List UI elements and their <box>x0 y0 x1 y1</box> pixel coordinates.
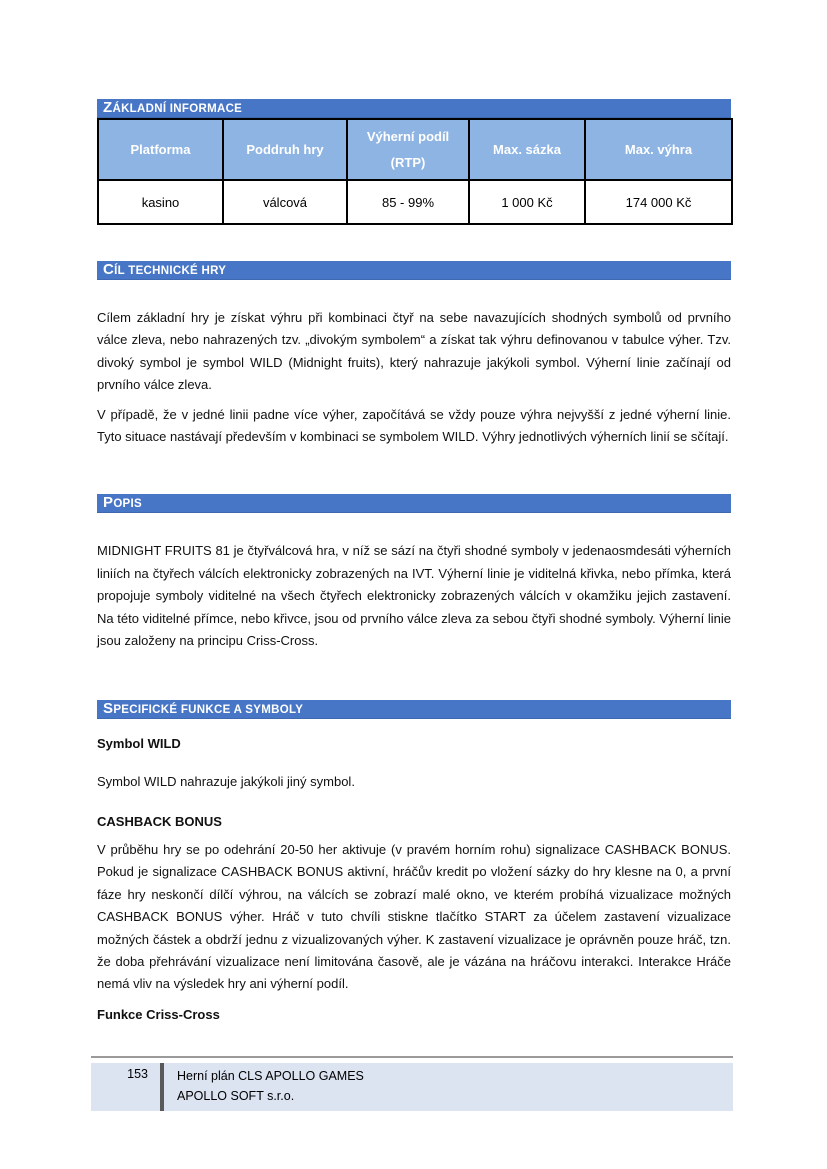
table-data-row <box>98 180 732 224</box>
section-header-basic-info: ZÁKLADNÍ INFORMACE <box>97 99 731 118</box>
table-header-platforma: Platforma <box>98 119 223 180</box>
footer-rule <box>91 1056 733 1058</box>
table-header-max-sazka: Max. sázka <box>469 119 585 180</box>
footer-body <box>91 1063 733 1111</box>
footer-company: APOLLO SOFT s.r.o. <box>177 1089 295 1103</box>
wild-symbol-heading: Symbol WILD <box>97 736 181 752</box>
cashback-bonus-paragraph: V průběhu hry se po odehrání 20-50 her aktivuje (v pravém horním rohu) signalizace CASHBACK BONUS. Pokud je signalizace CASHBACK BONUS aktivní, hráčův kredit po vložení sázky do hry klesne na 0, a první fáze hry neskončí dílčí výhrou, na válcích se zobrazí malé okno, ve kterém probíhá vizualizace možných CASHBACK BONUS výher. Hráč v tuto chvíli stiskne tlačítko START za účelem zastavení vizualizace možných částek a obdrží jednu z vizualizovaných výher. K zastavení vizualizace je oprávněn pouze hráč, tzn. že doba přehrávání vizualizace není limitována časově, ale je vázána na hráčovu interakci. Interakce Hráče nemá vliv na výsledek hry ani výherní podíl. <box>97 841 731 992</box>
table-cell-max-vyhra: 174 000 Kč <box>585 180 732 224</box>
description-paragraph: MIDNIGHT FRUITS 81 je čtyřválcová hra, v níž se sází na čtyři shodné symboly v jedenaosmdesáti výherních liniích na čtyřech válcích elektronicky zobrazených na IVT. Výherní linie je viditelná křivka, nebo přímka, která propojuje symboly viditelné na všech čtyřech elektronicky zobrazených válcích v okamžiku jejich zastavení. Na této viditelné přímce, nebo křivce, jsou od prvního válce zleva za sebou čtyři shodné symboly. Výherní linie jsou založeny na principu Criss-Cross. <box>97 543 731 649</box>
goal-paragraph-2: V případě, že v jedné linii padne více výher, započítává se vždy pouze výhra nejvyšší z jedné výherní linie. Tyto situace nastávají především v kombinaci se symbolem WILD. Výhry jednotlivých výherních linií se sčítají. <box>97 406 731 445</box>
table-cell-max-sazka: 1 000 Kč <box>469 180 585 224</box>
goal-paragraph-1: Cílem základní hry je získat výhru při kombinaci čtyř na sebe navazujících shodných symbolů od prvního válce zleva, nebo nahrazených tzv. „divokým symbolem“ a získat tak výhru definovanou v tabulce výher. Tzv. divoký symbol je symbol WILD (Midnight fruits), který nahrazuje jakýkoli symbol. Výherní linie začínají od prvního válce zleva. <box>97 310 731 393</box>
table-header-poddruh-hry: Poddruh hry <box>223 119 347 180</box>
section-header-description: POPIS <box>97 494 731 513</box>
table-header-vyherni-podil: Výherní podíl (RTP) <box>347 119 469 180</box>
page-footer <box>91 1056 733 1111</box>
footer-doc-title: Herní plán CLS APOLLO GAMES <box>177 1069 364 1083</box>
cashback-bonus-heading: CASHBACK BONUS <box>97 813 222 829</box>
section-header-goal: CÍL TECHNICKÉ HRY <box>97 261 731 280</box>
page-content <box>97 99 731 1026</box>
wild-symbol-paragraph: Symbol WILD nahrazuje jakýkoli jiný symbol. <box>97 774 355 790</box>
footer-text <box>164 1063 364 1111</box>
criss-cross-heading: Funkce Criss-Cross <box>97 1006 220 1022</box>
page-number: 153 <box>127 1067 148 1081</box>
table-cell-vyherni-podil: 85 - 99% <box>347 180 469 224</box>
table-cell-poddruh-hry: válcová <box>223 180 347 224</box>
table-cell-platforma: kasino <box>98 180 223 224</box>
basic-info-table <box>97 118 733 225</box>
table-header-row <box>98 119 732 180</box>
section-header-features: SPECIFICKÉ FUNKCE A SYMBOLY <box>97 700 731 719</box>
table-header-max-vyhra: Max. výhra <box>585 119 732 180</box>
